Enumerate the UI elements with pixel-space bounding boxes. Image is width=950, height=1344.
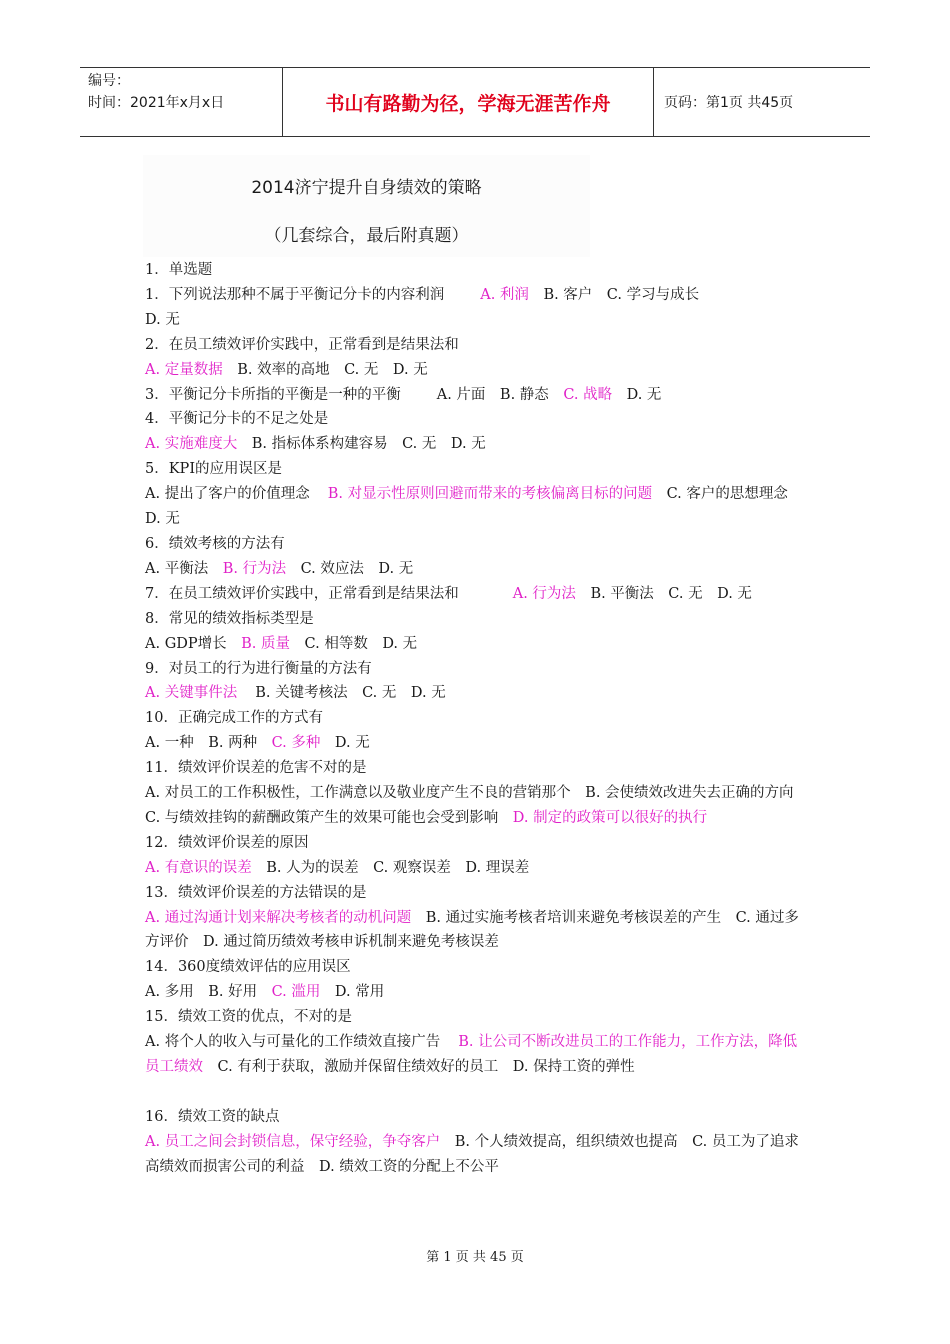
question-15-options [145,1030,810,1080]
section-heading: 1．单选题 [145,262,213,278]
options: C. 有利于获取，激励并保留住绩效好的员工 D. 保持工资的弹性 [217,1059,635,1075]
question-13-options [145,906,810,956]
header-meta [80,68,282,136]
answer-highlight: A. 定量数据 [145,361,223,378]
options: A. 一种 B. 两种 [145,735,258,752]
answer-highlight: C. 多种 [271,735,321,752]
question-7 [145,582,810,607]
options: A. 平衡法 [145,560,209,577]
question-10: 10．正确完成工作的方式有 [145,710,323,727]
time-label: 时间：2021年x月x日 [88,95,225,111]
answer-highlight: D. 制定的政策可以很好的执行 [512,809,708,826]
options: C. 客户的思想理念 D. 无 [145,486,803,528]
question-6-options [145,557,810,582]
answer-highlight: C. 战略 [563,386,613,403]
question-15: 15．绩效工资的优点，不对的是 [145,1009,352,1026]
question-4-options [145,432,810,457]
answer-highlight: C. 滥用 [271,984,321,1001]
answer-highlight: A. 员工之间会封锁信息，保守经验，争夺客户 [145,1133,441,1150]
question-12-options [145,856,810,881]
question-14-options [145,980,810,1005]
options: C. 相等数 D. 无 [304,635,418,652]
options: D. 常用 [334,984,385,1001]
question-2-options [145,358,810,383]
question-9-options [145,681,810,706]
options: B. 效率的高地 C. 无 D. 无 [237,361,428,378]
question-text: 1．下列说法那种不属于平衡记分卡的内容利润 [145,286,445,303]
answer-highlight: B. 对显示性原则回避而带来的考核偏离目标的问题 [327,486,653,503]
answer-highlight: B. 行为法 [222,560,287,577]
answer-highlight: B. 让公司不断改进员工的工作能力，工作方法，降低员工绩效 [145,1034,798,1075]
question-text: 3．平衡记分卡所指的平衡是一种的平衡 [145,386,401,403]
page-footer: 第 1 页 共 45 页 [426,1250,524,1265]
question-4: 4．平衡记分卡的不足之处是 [145,411,329,428]
options: B. 人为的误差 C. 观察误差 D. 理误差 [266,859,530,876]
answer-highlight: A. 有意识的误差 [145,859,252,876]
options: A. 提出了客户的价值理念 [145,486,310,503]
answer-highlight: A. 利润 [480,286,529,303]
question-10-options [145,731,810,756]
options: B. 个人绩效提高，组织绩效也提高 C. 员工为了追求高绩效而损害公司的利益 D. 绩效工资的分配上不公平 [145,1133,799,1175]
page-header [80,67,870,137]
options: B. 平衡法 C. 无 D. 无 [590,585,752,602]
options: D. 无 [626,386,662,403]
question-2: 2．在员工绩效评价实践中，正常看到是结果法和 [145,336,459,353]
options: C. 效应法 D. 无 [300,560,414,577]
options: B. 通过实施考核者培训来避免考核误差的产生 C. 通过多方评价 D. 通过简历绩效考核申诉机制来避免考核误差 [145,909,799,951]
answer-highlight: B. 质量 [241,635,291,652]
question-5: 5．KPI的应用误区是 [145,461,283,478]
question-11-options [145,781,810,831]
question-16-options [145,1130,810,1180]
question-14: 14．360度绩效评估的应用误区 [145,959,351,976]
document-title: 2014济宁提升自身绩效的策略 [251,178,482,198]
options: A. 对员工的工作积极性，工作满意以及敬业度产生不良的营销那个 B. 会使绩效改进失去正确的方向 C. 与绩效挂钩的薪酬政策产生的效果可能也会受到影响 [145,785,809,826]
question-8: 8．常见的绩效指标类型是 [145,610,314,627]
question-16: 16．绩效工资的缺点 [145,1108,280,1125]
title-block [143,155,590,257]
options: A. 片面 B. 静态 [436,386,549,403]
options: A. GDP增长 [145,635,227,652]
question-11: 11．绩效评价误差的危害不对的是 [145,760,367,777]
options: B. 指标体系构建容易 C. 无 D. 无 [251,436,486,453]
question-13: 13．绩效评价误差的方法错误的是 [145,884,367,901]
options: B. 关键考核法 C. 无 D. 无 [255,685,446,702]
question-1-cont: D. 无 [145,311,180,328]
options: B. 客户 C. 学习与成长 [543,286,700,303]
question-9: 9．对员工的行为进行衡量的方法有 [145,660,372,677]
question-8-options [145,632,810,657]
answer-highlight: A. 关键事件法 [145,685,238,702]
motto: 书山有路勤为径，学海无涯苦作舟 [282,68,654,136]
answer-highlight: A. 实施难度大 [145,436,238,453]
question-12: 12．绩效评价误差的原因 [145,834,309,851]
options: D. 无 [334,735,370,752]
question-3 [145,383,810,408]
question-1 [145,283,810,308]
answer-highlight: A. 行为法 [512,585,576,602]
question-text: 7．在员工绩效评价实践中，正常看到是结果法和 [145,585,459,602]
answer-highlight: A. 通过沟通计划来解决考核者的动机问题 [145,909,412,926]
question-list [145,258,810,1180]
document-subtitle: （几套综合，最后附真题） [264,226,469,246]
number-label: 编号： [88,73,130,89]
question-5-options [145,482,810,532]
options: A. 将个人的收入与可量化的工作绩效直接广告 [145,1034,441,1051]
page-number-label: 页码：第1页 共45页 [664,95,794,111]
question-6: 6．绩效考核的方法有 [145,535,285,552]
options: A. 多用 B. 好用 [145,984,258,1001]
spacer [145,1080,810,1105]
